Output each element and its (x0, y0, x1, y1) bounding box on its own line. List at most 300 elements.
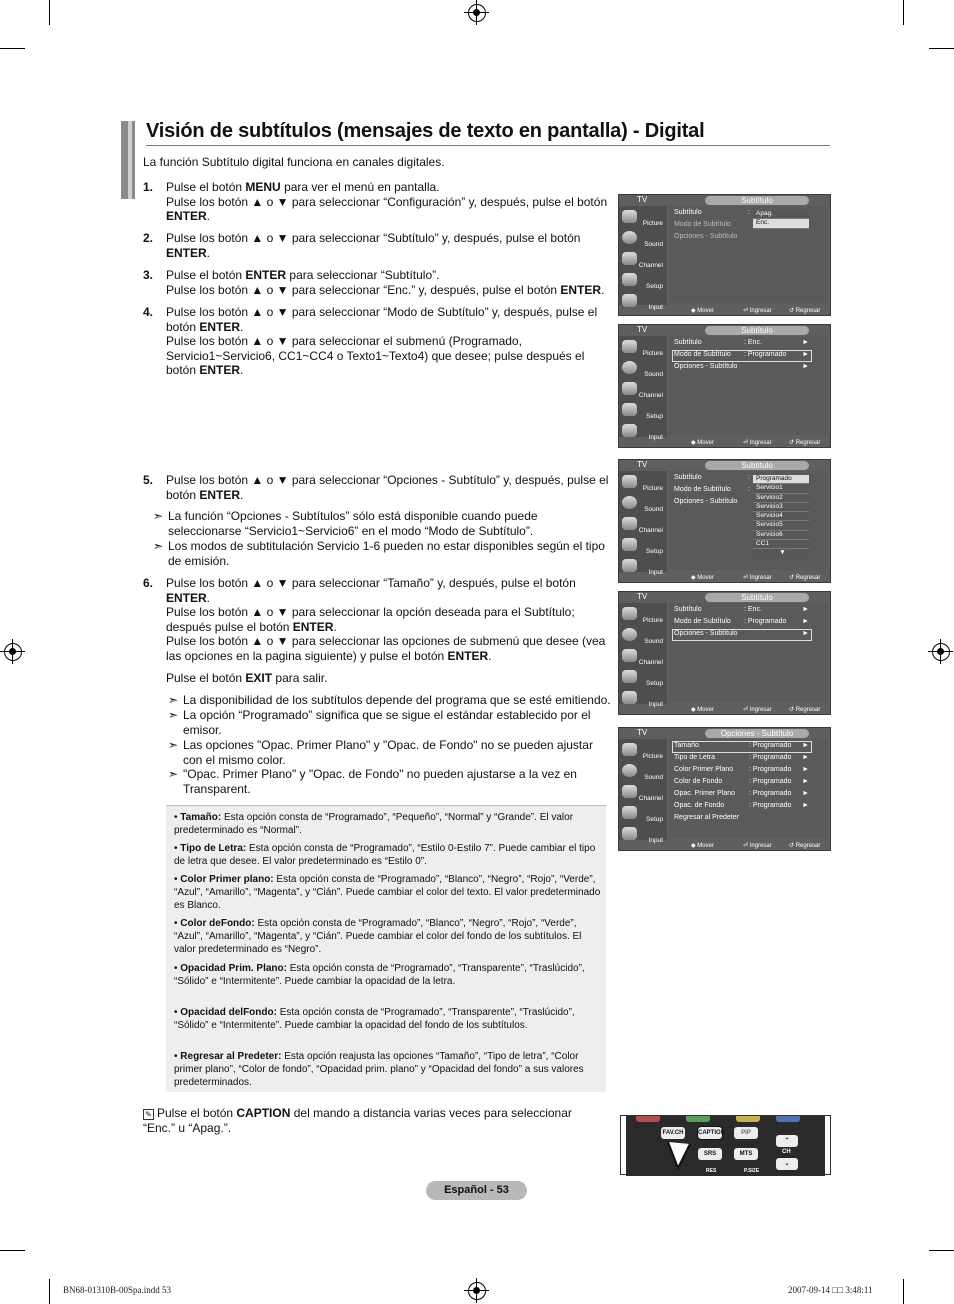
osd-row-label: Tipo de Letra (674, 754, 715, 761)
option-description (174, 1050, 602, 1089)
channel-icon (622, 252, 637, 265)
registration-mark-icon (932, 643, 950, 661)
caption-note (143, 1106, 593, 1135)
option-text: Esta opción consta de “Programado”, “Pequeño”, “Normal” y “Grande”. El valor predeterminado es “Normal”. (174, 812, 574, 836)
osd-row-label: Modo de Subtítulo (674, 351, 731, 358)
osd-footer-move: ◆ Mover (691, 440, 714, 446)
osd-row-label: Color Primer Plano (674, 766, 734, 773)
registration-mark-icon (468, 4, 486, 22)
setup-icon (622, 273, 637, 286)
osd-sidebar-label: Input (648, 434, 663, 441)
remote-button-srs[interactable]: SRS (698, 1148, 722, 1160)
osd-row-label: Opac. Primer Plano (674, 790, 736, 797)
option-description (174, 811, 602, 837)
registration-mark-icon (4, 643, 22, 661)
osd-footer-move: ◆ Mover (691, 843, 714, 849)
note-text: La opción “Programado” significa que se sigue el estándar establecido por el emisor. (183, 708, 591, 737)
osd-sidebar-item (621, 292, 665, 312)
osd-sidebar-item (621, 668, 665, 688)
picture-icon (622, 743, 637, 756)
osd-title: Subtítulo (705, 461, 809, 470)
osd-sidebar-label: Picture (642, 350, 663, 357)
osd-dropdown (753, 210, 809, 229)
osd-row-label: Modo de Subtítulo (674, 221, 731, 228)
options-description-box (166, 805, 606, 1092)
step-body (166, 305, 613, 378)
osd-dropdown-option: ▼ (753, 549, 809, 558)
option-label: Color Primer plano: (180, 874, 277, 885)
note-item (168, 738, 613, 767)
osd-dropdown-option: Enc. (753, 219, 809, 228)
osd-footer-enter: ⏎ Ingresar (743, 707, 772, 713)
intro-text: La función Subtítulo digital funciona en canales digitales. (143, 155, 445, 169)
osd-sidebar-label: Channel (638, 795, 663, 802)
input-icon (622, 827, 637, 840)
osd-row-label: Opciones - Subtítulo (674, 498, 738, 505)
channel-down-button[interactable]: ⌄ (776, 1158, 798, 1170)
crop-mark (0, 1250, 25, 1251)
osd-row-value: : Programado (744, 618, 787, 625)
option-label: Color deFondo: (180, 918, 258, 929)
osd-row-arrow-icon: ► (802, 790, 809, 797)
option-text: Esta opción consta de “Programado”, “Estilo 0-Estilo 7”. Puede cambiar el tipo de letra que desee. El valor predeterminado es “Estilo 0”. (174, 843, 596, 867)
picture-icon (622, 607, 637, 620)
title-accent-bar (128, 121, 132, 199)
osd-title: Subtítulo (705, 196, 809, 205)
osd-sidebar-item (621, 359, 665, 379)
osd-row-arrow-icon: ► (802, 339, 809, 346)
bullet-icon: • (174, 1007, 181, 1018)
osd-footer-enter: ⏎ Ingresar (743, 308, 772, 314)
option-text: Esta opción consta de “Programado”, “Blanco”, “Negro”, “Rojo”, “Verde”, “Azul”, “Amarillo”, “Magenta”, y “Cián”. Puede cambiar el color del fondo de los subtítulos. El valor predeterminado es “Negro”. (174, 918, 582, 955)
osd-title: Opciones - Subtítulo (705, 729, 809, 738)
crop-mark (0, 48, 25, 49)
osd-row-label: Subtítulo (674, 606, 702, 613)
remote-button-favch[interactable]: FAV.CH (661, 1127, 685, 1139)
option-description (174, 1006, 602, 1032)
osd-row-label: Opciones - Subtítulo (674, 363, 738, 370)
bullet-icon: • (174, 963, 181, 974)
osd-row-value: : (748, 486, 750, 493)
osd-row-label: Opac. de Fondo (674, 802, 725, 809)
step-body (166, 576, 613, 664)
osd-row-arrow-icon: ► (802, 754, 809, 761)
osd-row-label: Opciones - Subtítulo (674, 630, 738, 637)
osd-footer-back: ↺ Regresar (789, 707, 821, 713)
osd-title: Subtítulo (705, 593, 809, 602)
note-text: Los modos de subtitulación Servicio 1-6 pueden no estar disponibles según el tipo de emisión. (168, 539, 605, 568)
osd-row-value: : Programado (749, 742, 792, 749)
osd-sidebar-label: Sound (644, 241, 663, 248)
osd-row-value: : (748, 474, 750, 481)
setup-icon (622, 538, 637, 551)
osd-dropdown-option: Servicio3 (753, 503, 809, 512)
osd-dropdown-option: Servicio6 (753, 531, 809, 540)
osd-screen-3 (618, 459, 831, 583)
osd-menu-panel (669, 206, 828, 303)
osd-title: Subtítulo (705, 326, 809, 335)
osd-menu-panel (669, 336, 828, 435)
sound-icon (622, 764, 637, 777)
remote-control-image (620, 1115, 831, 1175)
arrow-note-icon: ➣ (168, 708, 179, 722)
osd-menu-panel (669, 471, 828, 570)
osd-footer-move: ◆ Mover (691, 308, 714, 314)
step-line: Pulse los botón ▲ o ▼ para seleccionar el submenú (Programado, Servicio1~Servicio6, CC1~CC4 o Texto1~Texto4) que desee; pulse después el botón ENTER. (166, 334, 585, 378)
osd-dropdown-option: CC1 (753, 540, 809, 549)
osd-sidebar-label: Input (648, 701, 663, 708)
page-number-badge: Español - 53 (426, 1181, 527, 1200)
osd-menu-panel (669, 603, 828, 702)
osd-sidebar-item (621, 473, 665, 493)
crop-mark (903, 1279, 904, 1304)
osd-sidebar (619, 739, 667, 844)
osd-sidebar-label: Setup (646, 283, 663, 290)
option-label: Opacidad delFondo: (180, 1007, 280, 1018)
exit-instruction: Pulse el botón EXIT para salir. (166, 671, 328, 685)
osd-sidebar-label: Sound (644, 371, 663, 378)
step-line: Pulse el botón ENTER para seleccionar “Subtítulo”. (166, 268, 440, 282)
registration-mark-icon (468, 1282, 486, 1300)
osd-menu-row (673, 363, 811, 373)
remote-label-res: RES (706, 1168, 717, 1174)
footer-date: 2007-09-14 □□ 3:48:11 (788, 1285, 873, 1295)
osd-row-value: : Programado (749, 766, 792, 773)
setup-icon (622, 403, 637, 416)
osd-row-arrow-icon: ► (802, 351, 809, 358)
osd-tv-label: TV (637, 728, 648, 737)
bullet-icon: • (174, 1051, 181, 1062)
option-label: Opacidad Prim. Plano: (180, 963, 290, 974)
channel-up-button[interactable]: ⌃ (776, 1135, 798, 1147)
osd-screen-1 (618, 194, 831, 316)
note-text: La disponibilidad de los subtítulos depende del programa que se esté emitiendo. (183, 693, 611, 707)
osd-menu-row (673, 790, 811, 800)
osd-sidebar-label: Picture (642, 485, 663, 492)
yellow-button (736, 1116, 760, 1122)
step-line: Pulse los botón ▲ o ▼ para seleccionar “Subtítulo” y, después, pulse el botón ENTER. (166, 231, 581, 260)
osd-row-value: : Programado (749, 754, 792, 761)
osd-footer-enter: ⏎ Ingresar (743, 843, 772, 849)
osd-sidebar-label: Setup (646, 413, 663, 420)
channel-icon (622, 785, 637, 798)
osd-menu-row (673, 618, 811, 628)
osd-row-label: Modo de Subtítulo (674, 486, 731, 493)
osd-row-label: Modo de Subtítulo (674, 618, 731, 625)
channel-label: CH (782, 1149, 791, 1155)
arrow-note-icon: ➣ (168, 738, 179, 752)
osd-tv-label: TV (637, 325, 648, 334)
step-number: 5. (143, 473, 154, 487)
osd-sidebar-label: Input (648, 837, 663, 844)
step-body (166, 231, 613, 260)
osd-screen-2 (618, 324, 831, 448)
sound-icon (622, 231, 637, 244)
osd-row-arrow-icon: ► (802, 606, 809, 613)
option-text: Esta opción reajusta las opciones “Tamaño”, “Tipo de letra”, “Color primer plano”, “Color de fondo”, “Opacidad prim. plano” y “Opacidad del fondo” a sus valores predeterminados. (174, 1051, 584, 1088)
osd-sidebar-label: Channel (638, 659, 663, 666)
osd-sidebar-label: Sound (644, 506, 663, 513)
osd-dropdown (753, 475, 809, 559)
osd-row-label: Subtítulo (674, 339, 702, 346)
option-text: Esta opción consta de “Programado”, “Blanco”, “Negro”, “Rojo”, “Verde”, “Azul”, “Amarillo”, “Magenta”, y “Cián”. Puede cambiar el color del texto. El valor predeterminado es Blanco. (174, 874, 601, 911)
osd-sidebar-label: Channel (638, 392, 663, 399)
osd-dropdown-option: Servicio4 (753, 512, 809, 521)
arrow-note-icon: ➣ (168, 693, 179, 707)
step-6 (143, 576, 613, 664)
osd-sidebar-label: Setup (646, 680, 663, 687)
remote-body (626, 1116, 825, 1176)
step-1 (143, 180, 613, 224)
red-button (636, 1116, 660, 1122)
osd-menu-panel (669, 739, 828, 838)
osd-sidebar (619, 603, 667, 708)
channel-icon (622, 649, 637, 662)
osd-menu-row (673, 754, 811, 764)
osd-menu-row (673, 802, 811, 812)
osd-menu-row (673, 630, 811, 640)
osd-row-arrow-icon: ► (802, 630, 809, 637)
osd-sidebar-item (621, 762, 665, 782)
bullet-icon: • (174, 843, 181, 854)
step-number: 3. (143, 268, 154, 282)
crop-mark (49, 1279, 50, 1304)
osd-row-value: : Programado (749, 802, 792, 809)
step-body (166, 473, 613, 502)
osd-sidebar-item (621, 494, 665, 514)
osd-screen-4 (618, 591, 831, 715)
picture-icon (622, 475, 637, 488)
osd-sidebar-item (621, 647, 665, 667)
step-line: Pulse los botón ▲ o ▼ para seleccionar las opciones de submenú que desee (vea las opciones en la pagina siguiente) y pulse el botón ENTER. (166, 634, 606, 663)
osd-footer-back: ↺ Regresar (789, 308, 821, 314)
step-line: Pulse el botón MENU para ver el menú en pantalla. (166, 180, 440, 194)
channel-icon (622, 382, 637, 395)
osd-screen-5 (618, 727, 831, 851)
step-body (166, 180, 613, 224)
input-icon (622, 559, 637, 572)
setup-icon (622, 670, 637, 683)
osd-sidebar-item (621, 689, 665, 709)
step-number: 6. (143, 576, 154, 590)
step-number: 2. (143, 231, 154, 245)
osd-sidebar (619, 471, 667, 576)
sound-icon (622, 496, 637, 509)
osd-row-label: Subtítulo (674, 209, 702, 216)
osd-sidebar-item (621, 422, 665, 442)
osd-row-value: : Programado (749, 790, 792, 797)
note-item (153, 509, 613, 538)
osd-sidebar-label: Sound (644, 774, 663, 781)
osd-footer-move: ◆ Mover (691, 707, 714, 713)
arrow-note-icon: ➣ (153, 539, 164, 553)
osd-sidebar-item (621, 536, 665, 556)
osd-footer-enter: ⏎ Ingresar (743, 440, 772, 446)
crop-mark (929, 48, 954, 49)
osd-dropdown-option: Servicio2 (753, 494, 809, 503)
osd-sidebar (619, 336, 667, 441)
step-line: Pulse los botón ▲ o ▼ para seleccionar la opción deseada para el Subtítulo; después pulse el botón ENTER. (166, 605, 575, 634)
option-text: Esta opción consta de “Programado”, “Transparente”, “Traslúcido”, “Sólido” e “Intermitente”. Puede cambiar la opacidad del fondo de los subtítulos. (174, 1007, 575, 1031)
step-5 (143, 473, 613, 502)
pointing-hand-icon (664, 1138, 696, 1172)
footer-file: BN68-01310B-00Spa.indd 53 (63, 1285, 171, 1295)
osd-row-label: Regresar al Predeter (674, 814, 739, 821)
arrow-note-icon: ➣ (153, 509, 164, 523)
osd-sidebar-item (621, 250, 665, 270)
osd-dropdown-option: Servicio5 (753, 521, 809, 530)
note-text: La función “Opciones - Subtítulos” sólo está disponible cuando puede seleccionarse “Servicio1~Servicio6” en el modo “Modo de Subtítulo”. (168, 509, 538, 538)
osd-tv-label: TV (637, 592, 648, 601)
option-label: Tipo de Letra: (180, 843, 249, 854)
osd-sidebar-item (621, 401, 665, 421)
crop-mark (929, 1250, 954, 1251)
note-item (153, 539, 613, 568)
bullet-icon: • (174, 918, 181, 929)
option-label: Regresar al Predeter: (180, 1051, 285, 1062)
osd-row-value: : (748, 209, 750, 216)
osd-sidebar-item (621, 380, 665, 400)
remote-button-mts[interactable]: MTS (734, 1148, 758, 1160)
osd-sidebar-item (621, 515, 665, 535)
note-item (168, 693, 613, 708)
option-description (174, 842, 602, 868)
osd-sidebar-item (621, 605, 665, 625)
osd-sidebar-item (621, 783, 665, 803)
osd-tv-label: TV (637, 460, 648, 469)
osd-menu-row (673, 742, 811, 752)
osd-sidebar-item (621, 741, 665, 761)
step-line: Pulse los botón ▲ o ▼ para seleccionar “Configuración” y, después, pulse el botón ENTER. (166, 194, 608, 224)
osd-row-value: : Enc. (744, 339, 762, 346)
green-button (686, 1116, 710, 1122)
osd-row-arrow-icon: ► (802, 742, 809, 749)
osd-row-arrow-icon: ► (802, 766, 809, 773)
option-text: Esta opción consta de “Programado”, “Transparente”, “Traslúcido”, “Sólido” e “Intermitente”. Puede cambiar la opacidad de la letra. (174, 963, 585, 987)
osd-menu-row (673, 233, 811, 243)
osd-sidebar-label: Input (648, 569, 663, 576)
title-underline (146, 145, 830, 146)
step-4 (143, 305, 613, 378)
osd-footer-back: ↺ Regresar (789, 575, 821, 581)
input-icon (622, 424, 637, 437)
step-3 (143, 268, 613, 297)
osd-tv-label: TV (637, 195, 648, 204)
osd-sidebar-item (621, 626, 665, 646)
option-description (174, 873, 602, 912)
note-item (168, 708, 613, 737)
step-number: 4. (143, 305, 154, 319)
osd-sidebar-label: Sound (644, 638, 663, 645)
osd-sidebar-item (621, 804, 665, 824)
osd-dropdown-option: Servicio1 (753, 484, 809, 493)
osd-sidebar-item (621, 557, 665, 577)
osd-menu-row (673, 339, 811, 349)
step-line: Pulse los botón ▲ o ▼ para seleccionar “Enc.” y, después, pulse el botón ENTER. (166, 282, 605, 297)
osd-sidebar (619, 206, 667, 311)
osd-row-label: Subtítulo (674, 474, 702, 481)
osd-menu-row (673, 351, 811, 361)
osd-row-value: : Programado (744, 351, 787, 358)
osd-row-arrow-icon: ► (802, 778, 809, 785)
sound-icon (622, 628, 637, 641)
osd-sidebar-item (621, 208, 665, 228)
osd-menu-row (673, 606, 811, 616)
option-description (174, 962, 602, 988)
osd-menu-row (673, 778, 811, 788)
osd-row-label: Opciones - Subtítulo (674, 233, 738, 240)
input-icon (622, 294, 637, 307)
blue-button (776, 1116, 800, 1122)
osd-sidebar-label: Channel (638, 527, 663, 534)
osd-row-value: : Programado (749, 778, 792, 785)
arrow-note-icon: ➣ (168, 767, 179, 781)
picture-icon (622, 340, 637, 353)
osd-row-label: Color de Fondo (674, 778, 723, 785)
setup-icon (622, 806, 637, 819)
osd-sidebar-item (621, 271, 665, 291)
crop-mark (49, 0, 50, 25)
crop-mark (903, 0, 904, 25)
step-number: 1. (143, 180, 154, 194)
pencil-note-icon: ✎ (143, 1109, 154, 1120)
picture-icon (622, 210, 637, 223)
osd-footer-move: ◆ Mover (691, 575, 714, 581)
osd-row-arrow-icon: ► (802, 618, 809, 625)
bullet-icon: • (174, 874, 181, 885)
osd-sidebar-item (621, 338, 665, 358)
remote-label-psize: P.SIZE (744, 1168, 760, 1174)
osd-footer-enter: ⏎ Ingresar (743, 575, 772, 581)
osd-footer-back: ↺ Regresar (789, 440, 821, 446)
osd-dropdown-option: Programado (753, 475, 809, 484)
osd-menu-row (673, 814, 811, 824)
osd-sidebar-label: Picture (642, 753, 663, 760)
note-text: "Opac. Primer Plano" y "Opac. de Fondo" no pueden ajustarse a la vez en Transparent. (183, 767, 577, 796)
step-line: Pulse los botón ▲ o ▼ para seleccionar “Opciones - Subtítulo” y, después, pulse el botón ENTER. (166, 473, 609, 502)
osd-row-value: : Enc. (744, 606, 762, 613)
osd-sidebar-label: Setup (646, 548, 663, 555)
step-line: Pulse los botón ▲ o ▼ para seleccionar “Modo de Subtítulo” y, después, pulse el botón ENTER. (166, 305, 598, 334)
osd-sidebar-label: Channel (638, 262, 663, 269)
osd-sidebar-label: Picture (642, 617, 663, 624)
input-icon (622, 691, 637, 704)
step-body (166, 268, 613, 297)
page-title: Visión de subtítulos (mensajes de texto en pantalla) - Digital (146, 120, 705, 142)
remote-button-pip[interactable]: PIP (734, 1127, 758, 1139)
step-line: Pulse los botón ▲ o ▼ para seleccionar “Tamaño” y, después, pulse el botón ENTER. (166, 576, 576, 605)
channel-icon (622, 517, 637, 530)
option-description (174, 917, 602, 956)
osd-row-arrow-icon: ► (802, 802, 809, 809)
osd-menu-row (673, 766, 811, 776)
note-item (168, 767, 613, 796)
osd-row-label: Tamaño (674, 742, 699, 749)
osd-sidebar-item (621, 229, 665, 249)
note-text: Las opciones "Opac. Primer Plano" y "Opac. de Fondo" no se pueden ajustar con el mismo color. (183, 738, 593, 767)
osd-sidebar-label: Setup (646, 816, 663, 823)
step-2 (143, 231, 613, 260)
osd-sidebar-label: Picture (642, 220, 663, 227)
bullet-icon: • (174, 812, 181, 823)
osd-row-arrow-icon: ► (802, 363, 809, 370)
sound-icon (622, 361, 637, 374)
osd-dropdown-option: Apag. (753, 210, 809, 219)
option-label: Tamaño: (180, 812, 224, 823)
osd-footer-back: ↺ Regresar (789, 843, 821, 849)
remote-button-caption[interactable]: CAPTION (698, 1127, 722, 1139)
osd-sidebar-item (621, 825, 665, 845)
